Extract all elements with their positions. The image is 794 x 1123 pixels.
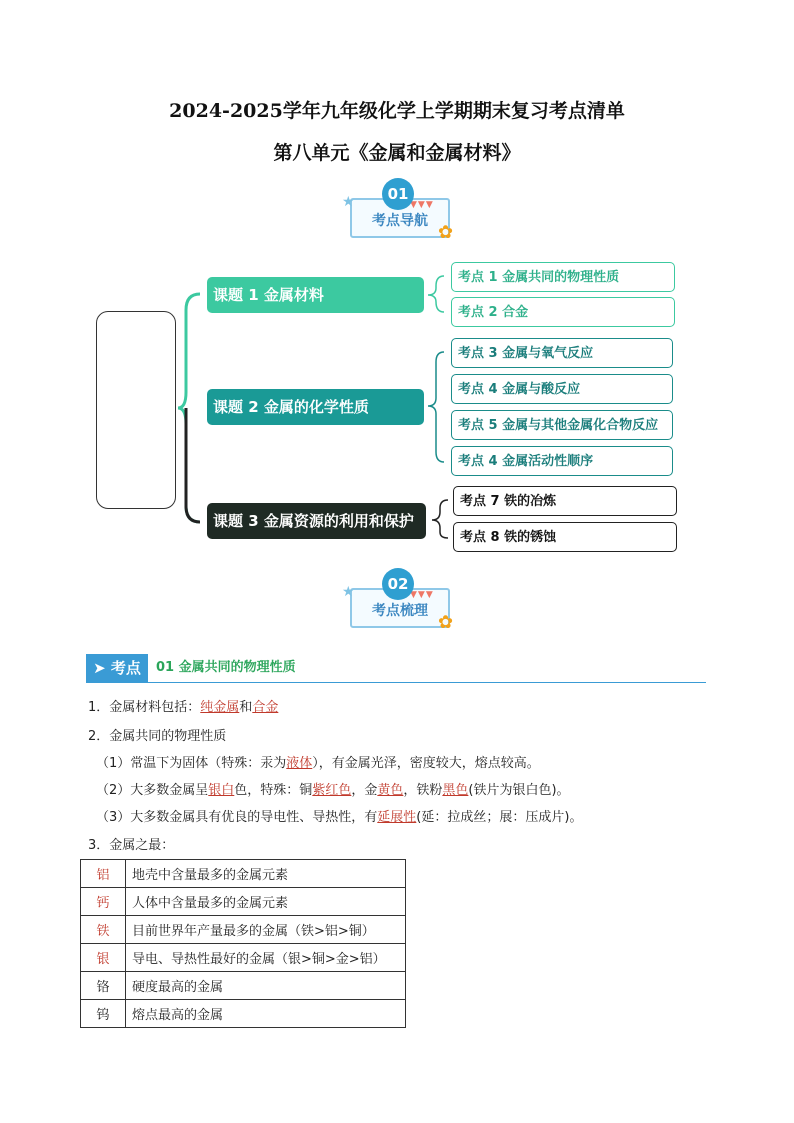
item-2-2 — [96, 779, 570, 798]
point-4: 考点 4 金属与酸反应 — [451, 374, 673, 404]
item-text: ，铁粉 — [403, 783, 443, 798]
metal-name: 铁 — [81, 916, 126, 944]
metal-name: 铝 — [81, 860, 126, 888]
topic-3: 课题 3 金属资源的利用和保护 — [207, 503, 426, 539]
item-text: ，金 — [351, 783, 378, 798]
highlight-term: 黑色 — [442, 783, 469, 798]
highlight-term: 紫红色 — [312, 783, 352, 798]
item-2: 2．金属共同的物理性质 — [88, 729, 227, 744]
item-3: 3．金属之最： — [88, 838, 175, 853]
highlight-term: 延展性 — [377, 810, 417, 825]
section-heading — [86, 654, 706, 683]
metal-name: 银 — [81, 944, 126, 972]
star-icon: ★ — [342, 194, 355, 210]
item-2-1 — [96, 752, 540, 771]
bunting-icon: ▼▼▼ — [410, 200, 434, 210]
point-7: 考点 7 铁的冶炼 — [453, 486, 677, 516]
table-row — [81, 1000, 406, 1028]
bunting-icon: ▼▼▼ — [410, 590, 434, 600]
highlight-term: 黄色 — [377, 783, 404, 798]
metal-description: 人体中含量最多的金属元素 — [126, 888, 406, 916]
item-text: （1）常温下为固体（特殊：汞为 — [96, 756, 287, 771]
point-2: 考点 2 合金 — [451, 297, 675, 327]
badge-number: 02 — [382, 568, 414, 600]
metal-description: 硬度最高的金属 — [126, 972, 406, 1000]
point-5: 考点 5 金属与其他金属化合物反应 — [451, 410, 673, 440]
metal-name: 铬 — [81, 972, 126, 1000]
sunflower-icon: ✿ — [438, 612, 454, 633]
metal-name: 钨 — [81, 1000, 126, 1028]
item-text: ），有金属光泽，密度较大，熔点较高。 — [312, 756, 540, 771]
table-row — [81, 860, 406, 888]
item-1-text: 和 — [239, 700, 253, 715]
table-row — [81, 888, 406, 916]
point-8: 考点 8 铁的锈蚀 — [453, 522, 677, 552]
metal-records-table — [80, 859, 406, 1028]
metal-name: 钙 — [81, 888, 126, 916]
document-title: 2024-2025学年九年级化学上学期期末复习考点清单 — [169, 100, 625, 122]
badge-review — [340, 568, 460, 638]
item-1-text: 1．金属材料包括： — [88, 700, 201, 715]
section-tag: ➤ 考点 — [86, 654, 148, 682]
badge-label: 考点导航 — [372, 213, 428, 229]
table-row — [81, 916, 406, 944]
metal-description: 导电、导热性最好的金属（银>铜>金>铝） — [126, 944, 406, 972]
topic-1: 课题 1 金属材料 — [207, 277, 424, 313]
point-3: 考点 3 金属与氧气反应 — [451, 338, 673, 368]
section-title: 01 金属共同的物理性质 — [156, 660, 296, 675]
star-icon: ★ — [342, 584, 355, 600]
table-row — [81, 972, 406, 1000]
item-text: （3）大多数金属具有优良的导电性、导热性，有 — [96, 810, 378, 825]
point-6: 考点 4 金属活动性顺序 — [451, 446, 673, 476]
highlight-term: 液体 — [286, 756, 313, 771]
item-text: (延：拉成丝；展：压成片)。 — [416, 810, 583, 825]
highlight-term: 纯金属 — [200, 700, 240, 715]
badge-label: 考点梳理 — [372, 603, 428, 619]
item-1 — [88, 696, 278, 715]
metal-description: 熔点最高的金属 — [126, 1000, 406, 1028]
sunflower-icon: ✿ — [438, 222, 454, 243]
item-text: (铁片为银白色)。 — [468, 783, 570, 798]
item-text: 色，特殊：铜 — [234, 783, 313, 798]
metal-description: 目前世界年产量最多的金属（铁>铝>铜） — [126, 916, 406, 944]
highlight-term: 合金 — [252, 700, 279, 715]
badge-number: 01 — [382, 178, 414, 210]
point-1: 考点 1 金属共同的物理性质 — [451, 262, 675, 292]
table-row — [81, 944, 406, 972]
mindmap-root — [96, 311, 176, 509]
document-subtitle: 第八单元《金属和金属材料》 — [273, 142, 521, 164]
topic-2: 课题 2 金属的化学性质 — [207, 389, 424, 425]
highlight-term: 银白 — [208, 783, 235, 798]
metal-description: 地壳中含量最多的金属元素 — [126, 860, 406, 888]
item-2-3 — [96, 806, 582, 825]
item-text: （2）大多数金属呈 — [96, 783, 209, 798]
